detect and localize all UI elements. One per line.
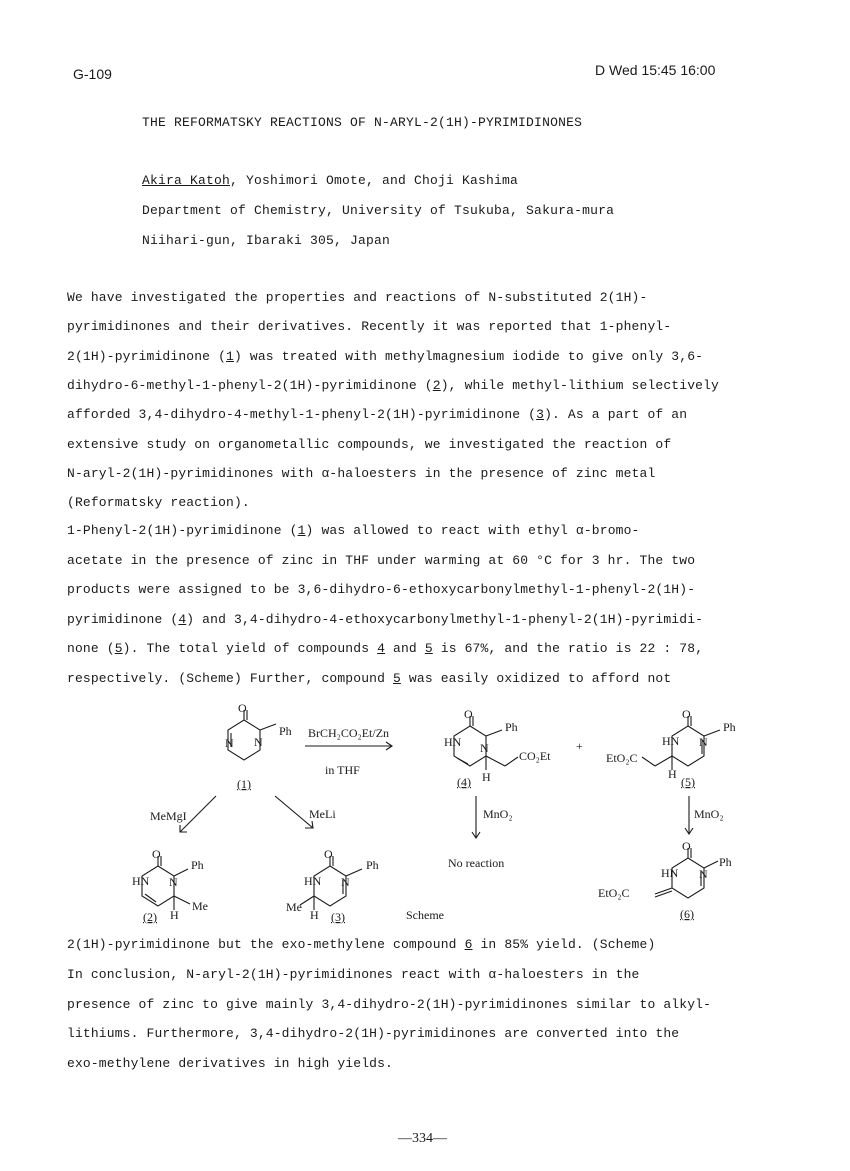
atom-label: Me — [286, 900, 302, 914]
text-segment: afforded 3,4-dihydro-4-methyl-1-phenyl-2(1H)-pyrimidinone ( — [67, 407, 537, 423]
text-segment: extensive study on organometallic compounds, we investigated the reaction of — [67, 436, 672, 452]
text-line — [67, 671, 671, 686]
atom-label: Ph — [279, 724, 292, 738]
text-line — [67, 967, 640, 982]
text-line — [67, 553, 695, 568]
text-line — [67, 997, 711, 1012]
compound-number: 4 — [178, 611, 187, 627]
atom-label: H — [310, 908, 319, 922]
text-segment: acetate in the presence of zinc in THF under warming at 60 °C for 3 hr. The two — [67, 552, 696, 568]
text-segment: pyrimidinone ( — [67, 611, 179, 627]
text-segment: was easily oxidized to afford not — [400, 671, 672, 686]
presenting-author: Akira Katoh — [142, 173, 231, 188]
atom-label: O — [238, 701, 247, 715]
text-segment: is 67%, and the ratio is 22 : 78, — [432, 641, 704, 657]
text-segment: exo-methylene derivatives in high yields. — [67, 1056, 394, 1072]
text-segment: (Reformatsky reaction). — [67, 495, 250, 511]
reaction-scheme — [0, 700, 850, 930]
affiliation-line-1: Department of Chemistry, University of Tsukuba, Sakura-mura — [142, 203, 615, 218]
compound-number: 1 — [297, 523, 306, 538]
compound-label-1: (1) — [237, 777, 251, 791]
text-line — [67, 290, 647, 305]
text-segment: products were assigned to be 3,6-dihydro-6-ethoxycarbonylmethyl-1-phenyl-2(1H)- — [67, 582, 696, 598]
text-line — [67, 495, 250, 510]
atom-label: EtO₂C — [606, 751, 638, 765]
atom-label: O — [682, 839, 691, 853]
text-segment: We have investigated the properties and reactions of N-substituted 2(1H)- — [67, 290, 648, 305]
text-segment: pyrimidinones and their derivatives. Recently it was reported that 1-phenyl- — [67, 319, 672, 335]
atom-label: HN — [661, 866, 679, 880]
text-line — [67, 582, 695, 597]
text-segment: ). The total yield of compounds — [122, 641, 378, 657]
text-line — [67, 1026, 679, 1041]
reagent-bromoester: BrCH₂CO₂Et/Zn — [308, 726, 390, 740]
reagent-mno2-5: MnO₂ — [694, 807, 724, 821]
page-number: —334— — [398, 1131, 447, 1146]
compound-number: 1 — [226, 348, 234, 364]
co-authors: , Yoshimori Omote, and Choji Kashima — [230, 173, 519, 188]
atom-label: N — [699, 867, 708, 881]
atom-label: HN — [132, 874, 150, 888]
atom-label: H — [170, 908, 179, 922]
text-line — [67, 641, 703, 656]
text-line — [67, 378, 719, 393]
session-code: G-109 — [73, 66, 112, 82]
atom-label: Ph — [723, 720, 736, 734]
text-segment: In conclusion, N-aryl-2(1H)-pyrimidinones react with α-haloesters in the — [67, 966, 640, 982]
session-time: D Wed 15:45 16:00 — [595, 62, 716, 78]
atom-label: HN — [662, 734, 680, 748]
compound-number: 5 — [114, 641, 123, 657]
atom-label: EtO₂C — [598, 886, 630, 900]
atom-label: Ph — [505, 720, 518, 734]
scheme-caption: Scheme — [406, 908, 444, 922]
atom-label: N — [169, 875, 178, 889]
compound-number: 2 — [432, 377, 441, 393]
text-line — [67, 407, 687, 422]
atom-label: Ph — [366, 858, 379, 872]
atom-label: N — [341, 875, 350, 889]
text-segment: ) was treated with methylmagnesium iodide to give only 3,6- — [233, 348, 704, 364]
atom-label: N — [699, 735, 708, 749]
atom-label: N — [254, 735, 263, 749]
text-segment: ), while methyl-lithium selectively — [440, 377, 720, 393]
text-segment: and — [385, 641, 425, 657]
atom-label: O — [324, 847, 333, 861]
text-line — [67, 319, 671, 334]
compound-number: 3 — [536, 407, 545, 423]
paper-title: THE REFORMATSKY REACTIONS OF N-ARYL-2(1H)-PYRIMIDINONES — [142, 115, 583, 130]
compound-label-6: (6) — [680, 907, 694, 921]
compound-number: 4 — [377, 641, 386, 657]
plus-sign: + — [576, 739, 583, 753]
atom-label: H — [668, 767, 677, 781]
compound-label-3: (3) — [331, 910, 345, 924]
text-segment: none ( — [67, 641, 115, 657]
atom-label: HN — [304, 874, 322, 888]
atom-label: Me — [192, 899, 208, 913]
compound-number: 6 — [464, 937, 473, 952]
text-line — [67, 612, 703, 627]
text-segment: in 85% yield. (Scheme) — [472, 937, 656, 952]
atom-label: O — [464, 707, 473, 721]
atom-label: Ph — [191, 858, 204, 872]
atom-label: Ph — [719, 855, 732, 869]
text-segment: ). As a part of an — [544, 407, 688, 423]
atom-label: N — [480, 741, 489, 755]
text-line — [67, 349, 703, 364]
text-segment: dihydro-6-methyl-1-phenyl-2(1H)-pyrimidinone ( — [67, 377, 433, 393]
compound-label-5: (5) — [681, 775, 695, 789]
atom-label: HN — [444, 735, 462, 749]
reagent-mno2-4: MnO₂ — [483, 807, 513, 821]
text-line — [67, 466, 655, 481]
compound-number: 5 — [393, 671, 401, 686]
atom-label: O — [682, 707, 691, 721]
reagent-solvent: in THF — [325, 763, 360, 777]
text-segment: respectively. (Scheme) Further, compound — [67, 671, 394, 686]
text-segment: 2(1H)-pyrimidinone ( — [67, 348, 227, 364]
no-reaction-label: No reaction — [448, 856, 505, 870]
compound-number: 5 — [424, 641, 433, 657]
text-segment: presence of zinc to give mainly 3,4-dihydro-2(1H)-pyrimidinones similar to alkyl- — [67, 996, 712, 1012]
text-line — [67, 523, 640, 538]
reagent-memgi: MeMgI — [150, 809, 187, 823]
text-segment: 2(1H)-pyrimidinone but the exo-methylene compound — [67, 937, 465, 952]
text-line — [67, 1056, 393, 1071]
text-segment: N-aryl-2(1H)-pyrimidinones with α-haloesters in the presence of zinc metal — [67, 465, 656, 481]
text-segment: ) was allowed to react with ethyl α-bromo- — [305, 523, 640, 538]
text-segment: lithiums. Furthermore, 3,4-dihydro-2(1H)-pyrimidinones are converted into the — [67, 1026, 680, 1042]
atom-label: N — [225, 736, 234, 750]
reagent-meli: MeLi — [309, 807, 336, 821]
text-line — [67, 437, 671, 452]
atom-label: H — [482, 770, 491, 784]
text-segment: ) and 3,4-dihydro-4-ethoxycarbonylmethyl-1-phenyl-2(1H)-pyrimidi- — [186, 611, 704, 627]
atom-label: CO₂Et — [519, 749, 551, 763]
compound-label-2: (2) — [143, 910, 157, 924]
text-segment: 1-Phenyl-2(1H)-pyrimidinone ( — [67, 523, 298, 538]
compound-label-4: (4) — [457, 775, 471, 789]
authors — [142, 173, 518, 188]
text-line — [67, 937, 655, 952]
affiliation-line-2: Niihari-gun, Ibaraki 305, Japan — [142, 233, 391, 248]
atom-label: O — [152, 847, 161, 861]
